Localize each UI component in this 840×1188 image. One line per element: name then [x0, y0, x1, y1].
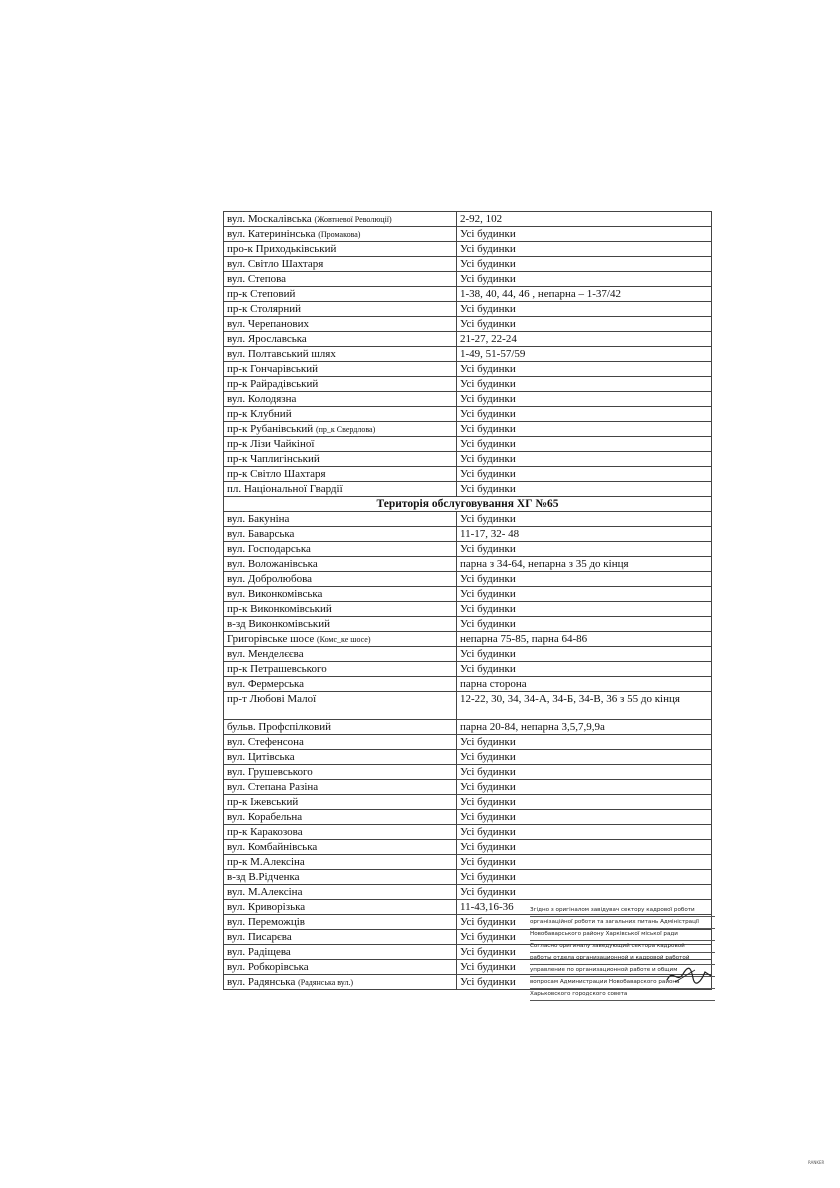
table-row: [224, 632, 712, 647]
table-row: [224, 692, 712, 720]
street-name: вул. Степана Разіна: [227, 781, 319, 793]
houses-cell: Усі будинки: [457, 437, 712, 452]
houses-cell: Усі будинки: [457, 362, 712, 377]
houses-cell: 11-17, 32- 48: [457, 527, 712, 542]
street-name: пр-к Світло Шахтаря: [227, 468, 326, 480]
houses-cell: Усі будинки: [457, 467, 712, 482]
street-name: в-зд Виконкомівський: [227, 618, 330, 630]
street-name: пр-к Виконкомівський: [227, 603, 332, 615]
street-cell: [224, 915, 457, 930]
houses-cell: Усі будинки: [457, 810, 712, 825]
houses-cell: 1-49, 51-57/59: [457, 347, 712, 362]
houses-cell: Усі будинки: [457, 780, 712, 795]
street-cell: [224, 437, 457, 452]
table-row: [224, 467, 712, 482]
street-name: пр-к Рубанівський: [227, 423, 314, 435]
street-name: про-к Приходьківський: [227, 243, 337, 255]
corner-mark: RANKER: [808, 1160, 825, 1165]
street-name: вул. Фермерська: [227, 678, 305, 690]
houses-cell: Усі будинки: [457, 302, 712, 317]
certification-stamp: [530, 905, 715, 1001]
street-name: вул. Радіщева: [227, 946, 291, 958]
street-cell: [224, 825, 457, 840]
street-cell: [224, 257, 457, 272]
street-name: вул. Катеринінська: [227, 228, 316, 240]
street-former-name: (Жовтневої Революції): [314, 215, 392, 224]
table-row: [224, 482, 712, 497]
street-name: вул. Добролюбова: [227, 573, 313, 585]
street-name: Григорівське шосе: [227, 633, 315, 645]
street-name: вул. Менделєєва: [227, 648, 304, 660]
stamp-line: управление по организационной работе и общим: [530, 965, 715, 977]
table-row: [224, 452, 712, 467]
street-name: вул. Грушевського: [227, 766, 313, 778]
street-cell: [224, 452, 457, 467]
houses-cell: Усі будинки: [457, 602, 712, 617]
table-row: [224, 572, 712, 587]
houses-cell: Усі будинки: [457, 647, 712, 662]
street-name: пр-к Петрашевського: [227, 663, 327, 675]
street-name: пр-к Чаплигінський: [227, 453, 320, 465]
street-name: пр-к Райрадівський: [227, 378, 319, 390]
houses-cell: Усі будинки: [457, 377, 712, 392]
street-cell: [224, 617, 457, 632]
table-row: [224, 437, 712, 452]
street-cell: [224, 572, 457, 587]
street-cell: [224, 870, 457, 885]
houses-cell: 12-22, 30, 34, 34-А, 34-Б, 34-В, 36 з 55 до кінця: [457, 692, 712, 720]
street-name: вул. Стефенсона: [227, 736, 304, 748]
street-cell: [224, 422, 457, 437]
houses-cell: Усі будинки: [457, 392, 712, 407]
street-name: вул. Степова: [227, 273, 287, 285]
street-name: вул. Полтавський шлях: [227, 348, 336, 360]
street-cell: [224, 227, 457, 242]
houses-cell: Усі будинки: [457, 272, 712, 287]
street-cell: [224, 542, 457, 557]
table-row: [224, 527, 712, 542]
street-name: пр-к Лізи Чайкіної: [227, 438, 315, 450]
table-row: [224, 825, 712, 840]
street-name: вул. Ярославська: [227, 333, 307, 345]
street-name: пр-к Степовий: [227, 288, 296, 300]
houses-cell: Усі будинки: [457, 257, 712, 272]
address-table: [223, 211, 712, 990]
street-cell: [224, 900, 457, 915]
table-row: [224, 617, 712, 632]
houses-cell: Усі будинки: [457, 617, 712, 632]
street-cell: [224, 242, 457, 257]
stamp-line: Згідно з оригіналом завідувач сектору кадрової роботи: [530, 905, 715, 917]
table-row: [224, 795, 712, 810]
street-name: бульв. Профспілковий: [227, 721, 332, 733]
table-row: [224, 392, 712, 407]
houses-cell: Усі будинки: [457, 587, 712, 602]
houses-cell: 2-92, 102: [457, 212, 712, 227]
stamp-line: работы отдела организационной и кадровой работой: [530, 953, 715, 965]
houses-cell: непарна 75-85, парна 64-86: [457, 632, 712, 647]
street-name: вул. Черепанових: [227, 318, 309, 330]
address-table-body: [224, 212, 712, 990]
table-row: [224, 422, 712, 437]
houses-cell: Усі будинки: [457, 407, 712, 422]
street-cell: [224, 377, 457, 392]
street-cell: [224, 647, 457, 662]
street-name: вул. Москалівська: [227, 213, 312, 225]
houses-cell: Усі будинки: [457, 885, 712, 900]
table-row: [224, 407, 712, 422]
street-cell: [224, 512, 457, 527]
houses-cell: Усі будинки: [457, 452, 712, 467]
street-cell: [224, 482, 457, 497]
table-row: [224, 662, 712, 677]
stamp-line: Согласно оригиналу заведующий сектора кадровой: [530, 941, 715, 953]
street-cell: [224, 407, 457, 422]
street-former-name: (пр_к Свердлова): [315, 425, 376, 434]
table-row: [224, 332, 712, 347]
street-name: пр-к Клубний: [227, 408, 292, 420]
street-name: вул. Писарєва: [227, 931, 292, 943]
table-row: [224, 855, 712, 870]
street-name: вул. Радянська: [227, 976, 296, 988]
stamp-line: Харьковского городского совета: [530, 989, 715, 1001]
houses-cell: Усі будинки: [457, 945, 712, 960]
houses-cell: Усі будинки: [457, 915, 712, 930]
street-former-name: (Комс_ке шосе): [316, 635, 371, 644]
houses-cell: Усі будинки: [457, 750, 712, 765]
street-cell: [224, 467, 457, 482]
street-cell: [224, 975, 457, 990]
houses-cell: Усі будинки: [457, 975, 712, 990]
street-name: пл. Національної Гвардії: [227, 483, 343, 495]
table-row: [224, 870, 712, 885]
street-name: вул. Робкорівська: [227, 961, 309, 973]
houses-cell: Усі будинки: [457, 840, 712, 855]
houses-cell: Усі будинки: [457, 662, 712, 677]
houses-cell: Усі будинки: [457, 825, 712, 840]
street-cell: [224, 347, 457, 362]
street-name: вул. Виконкомівська: [227, 588, 323, 600]
houses-cell: Усі будинки: [457, 242, 712, 257]
table-row: [224, 750, 712, 765]
street-cell: [224, 602, 457, 617]
street-name: вул. Криворізька: [227, 901, 306, 913]
table-row: [224, 677, 712, 692]
street-name: в-зд В.Рідченка: [227, 871, 300, 883]
street-cell: [224, 392, 457, 407]
table-row: [224, 257, 712, 272]
houses-cell: парна 20-84, непарна 3,5,7,9,9а: [457, 720, 712, 735]
street-name: вул. Світло Шахтаря: [227, 258, 324, 270]
houses-cell: 11-43,16-36: [457, 900, 712, 915]
table-row: [224, 587, 712, 602]
houses-cell: Усі будинки: [457, 960, 712, 975]
stamp-line: організаційної роботи та загальних питань Адміністрації: [530, 917, 715, 929]
street-cell: [224, 840, 457, 855]
houses-cell: Усі будинки: [457, 572, 712, 587]
table-row: [224, 885, 712, 900]
table-row: [224, 512, 712, 527]
houses-cell: Усі будинки: [457, 795, 712, 810]
street-cell: [224, 960, 457, 975]
houses-cell: Усі будинки: [457, 317, 712, 332]
street-name: пр-к Іжевський: [227, 796, 299, 808]
table-row: [224, 720, 712, 735]
street-name: вул. М.Алексіна: [227, 886, 303, 898]
section-title: Територія обслуговування ХГ №65: [224, 497, 712, 512]
houses-cell: Усі будинки: [457, 542, 712, 557]
street-cell: [224, 885, 457, 900]
street-cell: [224, 287, 457, 302]
table-row: [224, 780, 712, 795]
street-cell: [224, 317, 457, 332]
houses-cell: 1-38, 40, 44, 46 , непарна – 1-37/42: [457, 287, 712, 302]
table-row: [224, 840, 712, 855]
street-cell: [224, 735, 457, 750]
street-name: вул. Бакуніна: [227, 513, 290, 525]
street-cell: [224, 557, 457, 572]
street-cell: [224, 930, 457, 945]
stamp-line: Новобаварського району Харківської міської ради: [530, 929, 715, 941]
street-name: вул. Колодязна: [227, 393, 297, 405]
table-row: [224, 765, 712, 780]
street-cell: [224, 302, 457, 317]
street-name: пр-к М.Алексіна: [227, 856, 305, 868]
street-cell: [224, 362, 457, 377]
table-row: [224, 287, 712, 302]
table-row: [224, 362, 712, 377]
street-name: вул. Воложанівська: [227, 558, 318, 570]
houses-cell: Усі будинки: [457, 930, 712, 945]
street-cell: [224, 662, 457, 677]
street-former-name: (Радянська вул.): [298, 978, 354, 987]
street-former-name: (Промакова): [318, 230, 361, 239]
street-name: пр-т Любові Малої: [227, 693, 317, 705]
street-name: пр-к Каракозова: [227, 826, 303, 838]
street-name: вул. Переможців: [227, 916, 305, 928]
street-cell: [224, 527, 457, 542]
houses-cell: Усі будинки: [457, 422, 712, 437]
street-cell: [224, 692, 457, 720]
street-cell: [224, 632, 457, 647]
table-row: [224, 542, 712, 557]
houses-cell: Усі будинки: [457, 855, 712, 870]
table-row: [224, 317, 712, 332]
street-cell: [224, 780, 457, 795]
table-row: [224, 347, 712, 362]
stamp-line: вопросам Администрации Новобаварского района: [530, 977, 715, 989]
houses-cell: парна з 34-64, непарна з 35 до кінця: [457, 557, 712, 572]
table-row: [224, 212, 712, 227]
signature-icon: [665, 964, 713, 986]
table-row: [224, 810, 712, 825]
table-row: [224, 377, 712, 392]
street-cell: [224, 855, 457, 870]
street-cell: [224, 765, 457, 780]
houses-cell: Усі будинки: [457, 512, 712, 527]
street-name: пр-к Гончарівський: [227, 363, 319, 375]
street-name: вул. Цитівська: [227, 751, 295, 763]
street-cell: [224, 212, 457, 227]
houses-cell: 21-27, 22-24: [457, 332, 712, 347]
houses-cell: парна сторона: [457, 677, 712, 692]
street-name: пр-к Столярний: [227, 303, 302, 315]
street-name: вул. Корабельна: [227, 811, 303, 823]
houses-cell: Усі будинки: [457, 227, 712, 242]
street-cell: [224, 795, 457, 810]
table-row: [224, 272, 712, 287]
street-name: вул. Баварська: [227, 528, 295, 540]
table-row: [224, 302, 712, 317]
houses-cell: Усі будинки: [457, 735, 712, 750]
table-row: [224, 242, 712, 257]
street-cell: [224, 677, 457, 692]
street-cell: [224, 272, 457, 287]
houses-cell: Усі будинки: [457, 765, 712, 780]
table-row: [224, 647, 712, 662]
street-name: вул. Комбайнівська: [227, 841, 318, 853]
street-cell: [224, 810, 457, 825]
street-name: вул. Господарська: [227, 543, 311, 555]
table-row: [224, 602, 712, 617]
houses-cell: Усі будинки: [457, 482, 712, 497]
table-row: [224, 557, 712, 572]
street-cell: [224, 587, 457, 602]
table-row: [224, 227, 712, 242]
street-cell: [224, 720, 457, 735]
houses-cell: Усі будинки: [457, 870, 712, 885]
street-cell: [224, 945, 457, 960]
street-cell: [224, 750, 457, 765]
section-header-row: [224, 497, 712, 512]
table-row: [224, 735, 712, 750]
street-cell: [224, 332, 457, 347]
